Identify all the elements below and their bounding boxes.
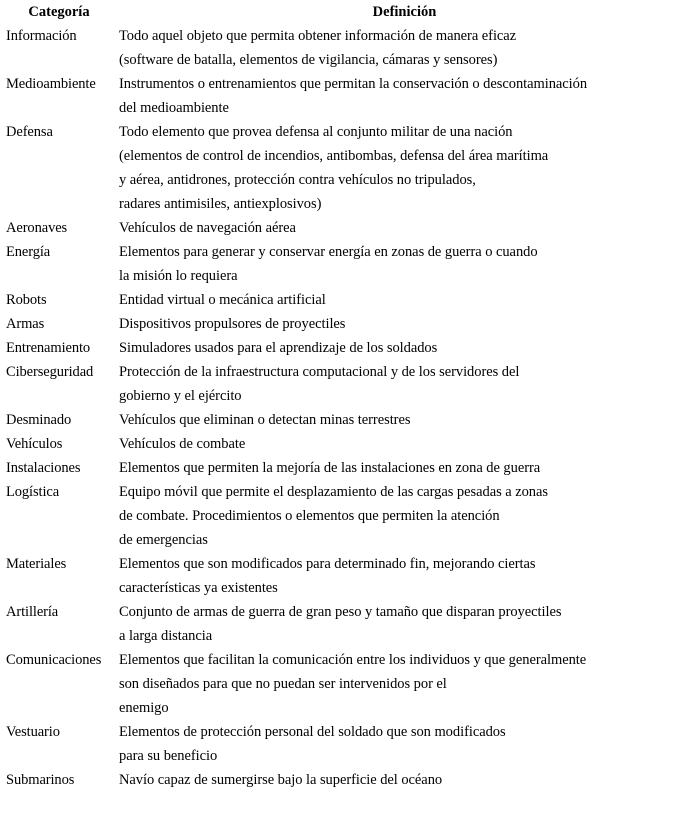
- cell-definicion: [119, 312, 684, 336]
- definition-line: radares antimisiles, antiexplosivos): [119, 196, 322, 212]
- definition-line: Vehículos de navegación aérea: [119, 220, 296, 236]
- cell-categoria: Armas: [6, 316, 45, 332]
- cell-definicion: [119, 408, 684, 432]
- definition-line: Todo elemento que provea defensa al conjunto militar de una nación: [119, 124, 513, 140]
- definition-line: la misión lo requiera: [119, 268, 238, 284]
- cell-categoria: Desminado: [6, 412, 72, 428]
- cell-categoria: Defensa: [6, 124, 53, 140]
- table-row: [0, 216, 684, 240]
- table-row: [0, 552, 684, 600]
- cell-definicion: [119, 480, 684, 552]
- cell-definicion: [119, 336, 684, 360]
- cell-categoria: Aeronaves: [6, 220, 68, 236]
- definition-line: y aérea, antidrones, protección contra vehículos no tripulados,: [119, 172, 476, 188]
- definition-line: para su beneficio: [119, 748, 218, 764]
- table-row: [0, 336, 684, 360]
- cell-categoria: Vehículos: [6, 436, 63, 452]
- definition-line: de emergencias: [119, 532, 208, 548]
- cell-definicion: [119, 456, 684, 480]
- definition-line: Equipo móvil que permite el desplazamiento de las cargas pesadas a zonas: [119, 484, 548, 500]
- cell-definicion: [119, 648, 684, 720]
- table-header-row: [0, 0, 684, 24]
- cell-categoria: Comunicaciones: [6, 652, 102, 668]
- table-row: [0, 456, 684, 480]
- cell-categoria: Logística: [6, 484, 60, 500]
- cell-categoria: Ciberseguridad: [6, 364, 94, 380]
- table-row: [0, 288, 684, 312]
- definition-line: Protección de la infraestructura computacional y de los servidores del: [119, 364, 520, 380]
- cell-definicion: [119, 120, 684, 216]
- definition-line: (software de batalla, elementos de vigilancia, cámaras y sensores): [119, 52, 498, 68]
- cell-categoria: Energía: [6, 244, 51, 260]
- definition-line: Elementos que facilitan la comunicación entre los individuos y que generalmente: [119, 652, 587, 668]
- cell-definicion: [119, 24, 684, 72]
- table-row: [0, 648, 684, 720]
- table-row: [0, 312, 684, 336]
- definition-line: Elementos de protección personal del soldado que son modificados: [119, 724, 506, 740]
- definition-line: Navío capaz de sumergirse bajo la superficie del océano: [119, 772, 443, 788]
- table-row: [0, 72, 684, 120]
- table-row: [0, 432, 684, 456]
- definition-line: Elementos para generar y conservar energía en zonas de guerra o cuando: [119, 244, 538, 260]
- definition-line: a larga distancia: [119, 628, 213, 644]
- definition-line: Instrumentos o entrenamientos que permitan la conservación o descontaminación: [119, 76, 588, 92]
- cell-definicion: [119, 360, 684, 408]
- table-row: [0, 480, 684, 552]
- cell-categoria: Entrenamiento: [6, 340, 91, 356]
- definition-line: Todo aquel objeto que permita obtener información de manera eficaz: [119, 28, 517, 44]
- cell-definicion: [119, 216, 684, 240]
- definition-line: Dispositivos propulsores de proyectiles: [119, 316, 346, 332]
- table-row: [0, 240, 684, 288]
- cell-categoria: Vestuario: [6, 724, 60, 740]
- cell-categoria: Materiales: [6, 556, 67, 572]
- definition-line: Elementos que permiten la mejoría de las instalaciones en zona de guerra: [119, 460, 541, 476]
- cell-definicion: [119, 720, 684, 768]
- definition-line: Conjunto de armas de guerra de gran peso y tamaño que disparan proyectiles: [119, 604, 562, 620]
- table-row: [0, 24, 684, 72]
- cell-definicion: [119, 552, 684, 600]
- table-row: [0, 768, 684, 792]
- cell-definicion: [119, 600, 684, 648]
- table-row: [0, 720, 684, 768]
- cell-definicion: [119, 768, 684, 792]
- definition-line: enemigo: [119, 700, 169, 716]
- definition-line: son diseñados para que no puedan ser intervenidos por el: [119, 676, 447, 692]
- table-row: [0, 120, 684, 216]
- definition-line: (elementos de control de incendios, antibombas, defensa del área marítima: [119, 148, 549, 164]
- table-body: [0, 24, 684, 792]
- column-header-categoria: Categoría: [28, 4, 90, 20]
- cell-categoria: Robots: [6, 292, 47, 308]
- definition-line: Entidad virtual o mecánica artificial: [119, 292, 326, 308]
- cell-categoria: Submarinos: [6, 772, 75, 788]
- definition-line: Simuladores usados para el aprendizaje de los soldados: [119, 340, 438, 356]
- definition-line: gobierno y el ejército: [119, 388, 242, 404]
- definition-line: Vehículos de combate: [119, 436, 246, 452]
- definition-line: Vehículos que eliminan o detectan minas terrestres: [119, 412, 411, 428]
- table-row: [0, 600, 684, 648]
- table-row: [0, 408, 684, 432]
- cell-definicion: [119, 288, 684, 312]
- cell-categoria: Artillería: [6, 604, 59, 620]
- definition-line: características ya existentes: [119, 580, 278, 596]
- definition-line: Elementos que son modificados para determinado fin, mejorando ciertas: [119, 556, 536, 572]
- column-header-definicion: Definición: [372, 4, 437, 20]
- definition-line: del medioambiente: [119, 100, 229, 116]
- definition-line: de combate. Procedimientos o elementos que permiten la atención: [119, 508, 500, 524]
- cell-definicion: [119, 72, 684, 120]
- cell-definicion: [119, 240, 684, 288]
- cell-categoria: Medioambiente: [6, 76, 96, 92]
- cell-categoria: Instalaciones: [6, 460, 81, 476]
- cell-categoria: Información: [6, 28, 77, 44]
- cell-definicion: [119, 432, 684, 456]
- table-row: [0, 360, 684, 408]
